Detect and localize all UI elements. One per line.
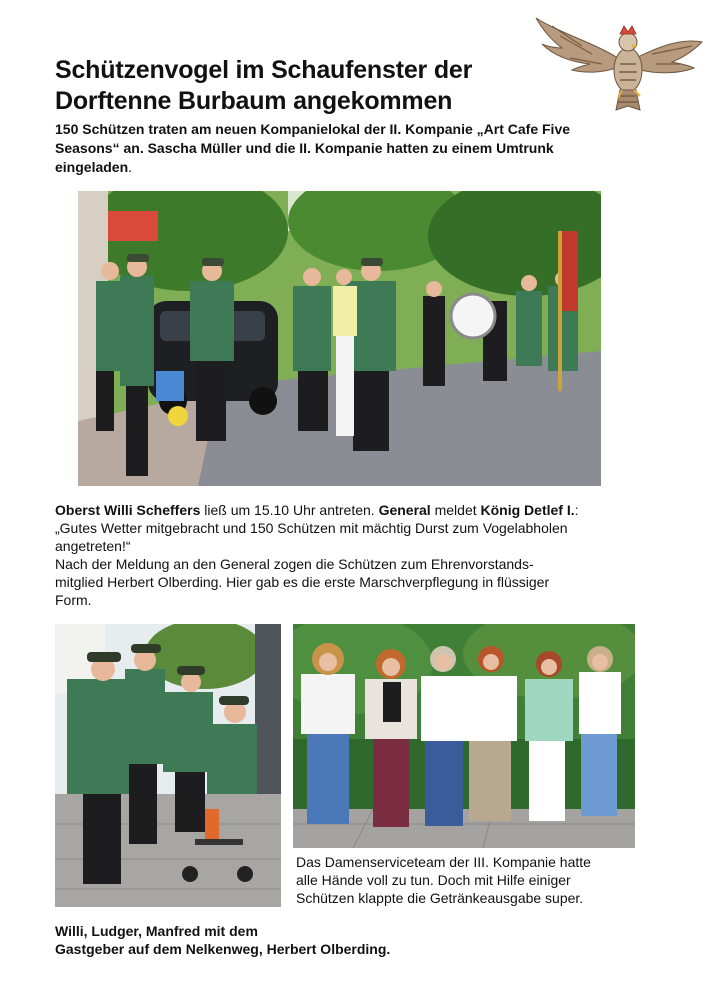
- intro-line-3: [55, 158, 655, 177]
- report-line-5-end: . Hier gab es die erste Marschverpflegung in flüssiger: [218, 574, 550, 590]
- intro-line-2: Seasons“ an. Sascha Müller und die II. Kompanie hatten zu einem Umtrunk: [55, 140, 554, 156]
- women-caption-line-2: alle Hände voll zu tun. Doch mit Hilfe einiger: [296, 872, 571, 888]
- quote-line-2: angetreten!“: [55, 538, 131, 554]
- quote-line-1: „Gutes Wetter mitgebracht und 150 Schützen mit mächtig Durst zum Vogelabholen: [55, 520, 568, 536]
- women-caption-line-3: Schützen klappte die Getränkeausgabe super.: [296, 890, 584, 906]
- six-women-photo: [293, 624, 635, 848]
- intro-line-3-rest: .: [128, 159, 133, 175]
- women-caption-line-1: Das Damenserviceteam der III. Kompanie hatte: [296, 854, 591, 870]
- colonel-name: Oberst Willi Scheffers: [55, 502, 201, 518]
- general-label: General: [378, 502, 431, 518]
- intro-line-1: 150 Schützen traten am neuen Kompanielokal der II. Kompanie „Art Cafe Five: [55, 121, 571, 137]
- intro-line-3-bold: eingeladen: [55, 159, 129, 175]
- report-line-1-mid: ließ um 15.10 Uhr antreten.: [200, 502, 379, 518]
- women-photo-caption: [296, 853, 636, 907]
- title-line-1: Schützenvogel im Schaufenster der: [55, 56, 473, 84]
- intro-paragraph: [55, 120, 655, 177]
- king-name: König Detlef I.: [480, 502, 575, 518]
- report-line-5: [55, 573, 655, 591]
- men-photo-caption: [55, 922, 475, 958]
- report-line-1: [55, 501, 655, 519]
- eagle-logo: [532, 12, 704, 112]
- report-line-1-colon: :: [574, 502, 579, 518]
- report-paragraph: [55, 501, 655, 609]
- report-line-1-meldet: meldet: [430, 502, 481, 518]
- report-line-4: Nach der Meldung an den General zogen die Schützen zum Ehrenvorstands-: [55, 556, 534, 572]
- report-line-5-start: mitglied Herbert Olberding: [55, 574, 219, 590]
- parade-street-photo: [78, 191, 601, 486]
- men-caption-line-1: Willi, Ludger, Manfred mit dem: [55, 923, 258, 939]
- men-caption-line-2: Gastgeber auf dem Nelkenweg, Herbert Olberding.: [55, 941, 391, 957]
- report-line-6: Form.: [55, 592, 92, 608]
- title-line-2: Dorftenne Burbaum angekommen: [55, 87, 453, 115]
- four-men-photo: [55, 624, 281, 907]
- page-title: [55, 55, 535, 117]
